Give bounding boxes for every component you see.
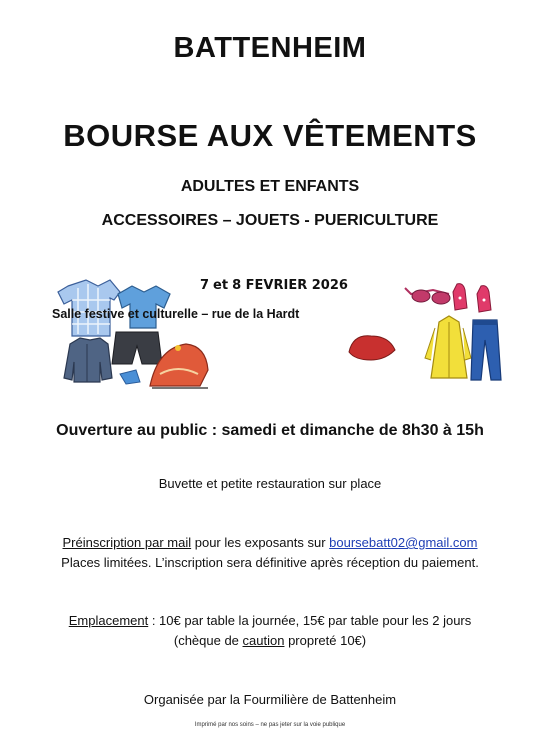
buvette-info: Buvette et petite restauration sur place [158,476,382,491]
date-day1: 7 [200,278,210,293]
caution-start: (chèque de [173,633,243,648]
venue: Salle festive et culturelle – rue de la Hardt [52,307,300,321]
clothes-left-illustration [48,278,218,393]
email-link[interactable]: boursebatt02@gmail.com [329,535,478,550]
red-hat-icon [349,336,395,360]
emplacement-text: : 10€ par table la journée, 15€ par table pour les 2 jours [148,613,472,628]
date-day2: 8 [232,278,242,293]
yellow-coat-icon [425,316,471,378]
date-month-year: FEVRIER 2026 [245,278,348,293]
caution-word: caution [242,633,285,648]
preinscription-line [0,533,540,553]
clothes-right-illustration [345,278,505,388]
caution-line [0,631,540,651]
preinscription-block [0,533,540,573]
event-dates [200,278,348,293]
opening-hours: Ouverture au public : samedi et dimanche de 8h30 à 15h [56,422,484,439]
jacket-icon [64,338,112,382]
jeans-icon [471,320,501,380]
subtitle-categories: ACCESSOIRES – JOUETS - PUERICULTURE [101,212,439,229]
caution-end: propreté 10€) [284,633,367,648]
shorts-icon [112,332,162,364]
emplacement-line [0,611,540,631]
organiser: Organisée par la Fourmilière de Battenheim [143,692,397,707]
bib-icon [120,370,140,384]
preinscription-text: pour les exposants sur [191,535,330,550]
sunglasses-icon [405,288,450,304]
emplacement-label: Emplacement [68,613,149,628]
subtitle-audience: ADULTES ET ENFANTS [180,178,360,195]
town-title: BATTENHEIM [173,32,367,64]
preinscription-label: Préinscription par mail [62,535,192,550]
gloves-icon [453,284,491,312]
print-note: Imprimé par nos soins – ne pas jeter sur la voie publique [194,722,346,728]
places-limited-line: Places limitées. L’inscription sera définitive après réception du paiement. [61,555,479,570]
event-title: BOURSE AUX VÊTEMENTS [63,118,477,153]
emplacement-block [0,611,540,651]
date-and: et [213,278,229,293]
